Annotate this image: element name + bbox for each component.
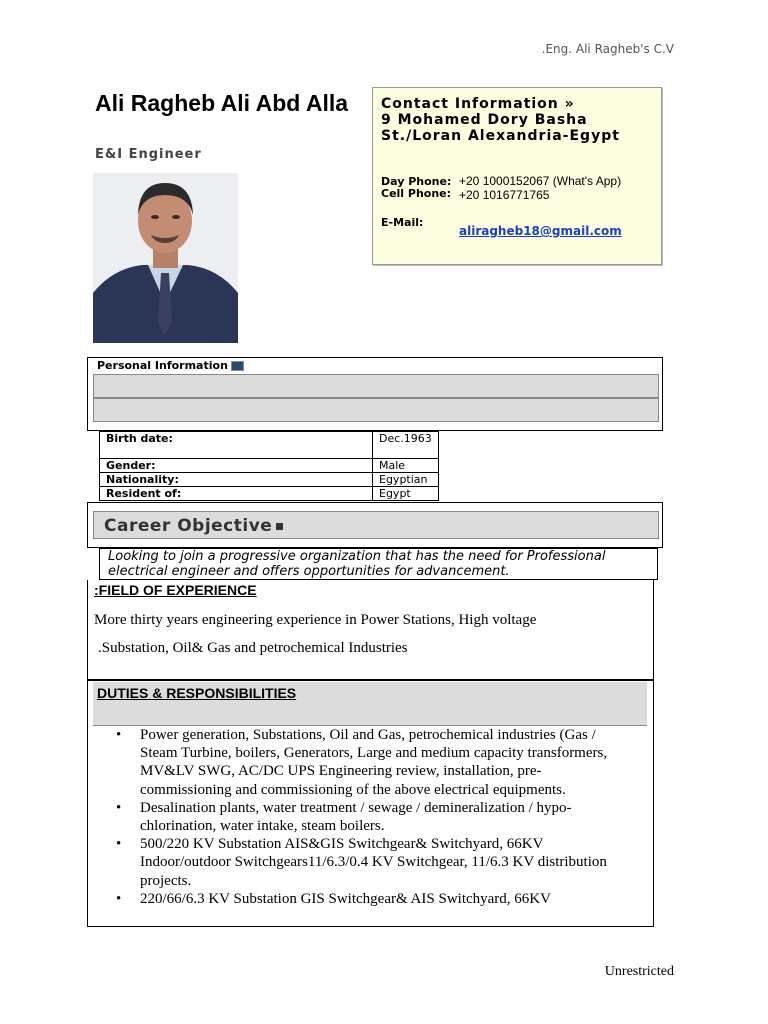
candidate-name: Ali Ragheb Ali Abd Alla — [95, 90, 349, 116]
table-row — [100, 432, 439, 459]
candidate-title: E&I Engineer — [95, 147, 202, 162]
list-item: • Power generation, Substations, Oil and Gas, petrochemical industries (Gas / Steam Turbine, boilers, Generators, Large and medium capacity transformers, MV&LV SWG, AC/DC UPS Engineering review, installation, pre-commissioning and commissioning of the above electrical equipments. — [140, 726, 630, 799]
personal-info-section — [87, 357, 663, 431]
personal-info-band-1 — [93, 374, 659, 398]
square-bullet-icon — [276, 523, 283, 530]
personal-info-heading-text: Personal Information — [97, 359, 228, 372]
duties-heading: DUTIES & RESPONSIBILITIES — [97, 685, 297, 701]
career-objective-band — [93, 511, 659, 539]
personal-info-heading — [97, 359, 244, 372]
gender-label: Gender: — [100, 459, 373, 473]
birth-date-label: Birth date: — [100, 432, 373, 459]
personal-info-band-2 — [93, 398, 659, 422]
nationality-value: Egyptian — [373, 473, 439, 487]
personal-info-table — [99, 431, 439, 501]
nationality-label: Nationality: — [100, 473, 373, 487]
table-row — [100, 459, 439, 473]
cell-phone-label: Cell Phone: — [381, 187, 452, 200]
contact-heading: Contact Information » — [381, 96, 575, 112]
day-phone-label: Day Phone: — [381, 175, 452, 188]
field-of-experience-line-1: More thirty years engineering experience in Power Stations, High voltage — [94, 612, 537, 628]
field-of-experience-heading: :FIELD OF EXPERIENCE — [94, 582, 257, 598]
email-link[interactable]: aliragheb18@gmail.com — [459, 224, 622, 238]
contact-address: 9 Mohamed Dory Basha St./Loran Alexandria-Egypt — [381, 112, 620, 144]
portrait-image — [93, 173, 238, 343]
header-cv-label: .Eng. Ali Ragheb's C.V — [541, 42, 674, 56]
career-objective-heading — [104, 516, 283, 536]
field-of-experience-line-2: .Substation, Oil& Gas and petrochemical Industries — [98, 640, 408, 656]
career-objective-text: Looking to join a progressive organization that has the need for Professional electrical engineer and offers opportunities for advancement. — [99, 548, 658, 580]
gender-value: Male — [373, 459, 439, 473]
profile-photo — [93, 173, 238, 343]
duties-section — [87, 680, 654, 927]
duties-list — [140, 726, 630, 908]
table-row — [100, 487, 439, 501]
resident-label: Resident of: — [100, 487, 373, 501]
day-phone-value: +20 1000152067 (What's App) — [459, 174, 622, 188]
table-row — [100, 473, 439, 487]
id-card-icon — [231, 361, 244, 371]
email-label: E-Mail: — [381, 216, 424, 229]
career-objective-section — [87, 502, 663, 548]
footer-classification: Unrestricted — [604, 964, 674, 979]
field-of-experience-section — [87, 580, 654, 680]
list-item: • Desalination plants, water treatment / sewage / demineralization / hypo-chlorination, water intake, steam boilers. — [140, 799, 630, 835]
birth-date-value: Dec.1963 — [373, 432, 439, 459]
career-objective-heading-text: Career Objective — [104, 516, 273, 536]
list-item: • 500/220 KV Substation AIS&GIS Switchgear& Switchyard, 66KV Indoor/outdoor Switchgears11/6.3/0.4 KV Switchgear, 11/6.3 KV distribution projects. — [140, 835, 630, 890]
list-item: • 220/66/6.3 KV Substation GIS Switchgear& AIS Switchyard, 66KV — [140, 890, 630, 908]
resident-value: Egypt — [373, 487, 439, 501]
cell-phone-value: +20 1016771765 — [459, 188, 550, 202]
duties-band — [93, 682, 647, 726]
contact-info-box — [372, 87, 662, 265]
